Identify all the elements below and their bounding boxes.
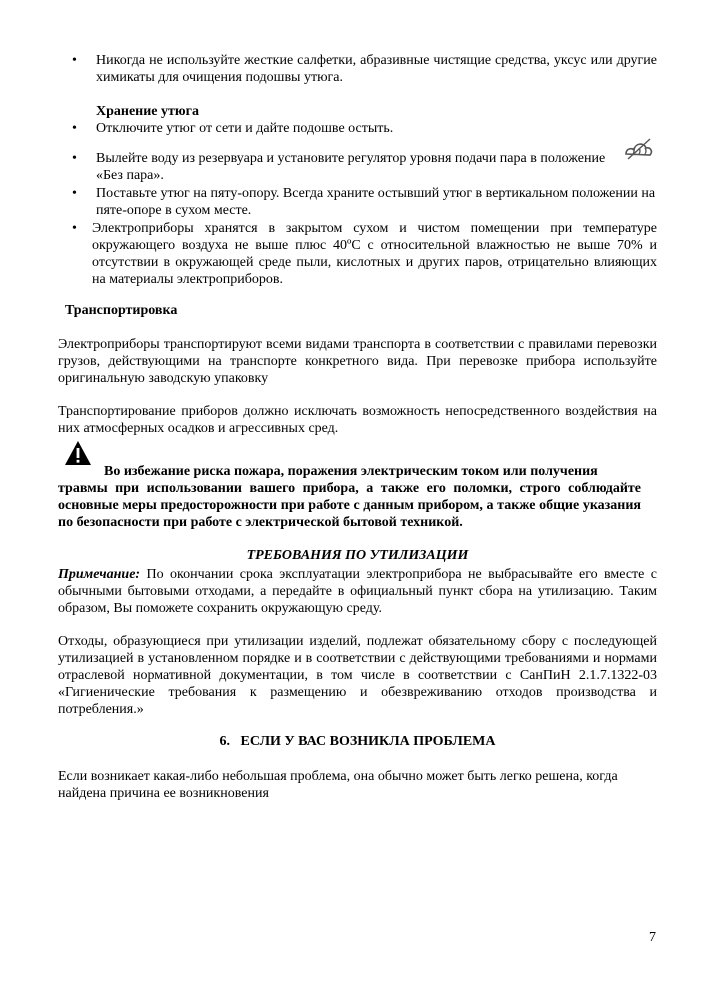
transport-paragraph-2: Транспортирование приборов должно исключать возможность непосредственного воздействия на них атмосферных осадков и агрессивных сред.: [58, 404, 657, 436]
bullet-icon: •: [72, 221, 77, 236]
storage-item-4: Электроприборы хранятся в закрытом сухом и чистом помещении при температуре окружающего воздуха не выше плюс 40ºС с относительной влажностью не выше 70% и отсутствии в окружающей среде пыли, кислотных и других паров, отрицательно влияющих на материалы электроприборов.: [92, 221, 657, 287]
section-6-heading: 6. ЕСЛИ У ВАС ВОЗНИКЛА ПРОБЛЕМА: [219, 734, 496, 749]
storage-heading: Хранение утюга: [96, 104, 199, 119]
storage-item-1: Отключите утюг от сети и дайте подошве остыть.: [96, 121, 394, 136]
note-text: По окончании срока эксплуатации электроприбора не выбрасывайте его вместе с обычными бытовыми отходами, а передайте в официальный пункт сбора на утилизацию. Таким образом, Вы поможете сохранить окружающую среду.: [58, 567, 657, 616]
note-label: Примечание:: [58, 567, 141, 582]
disposal-paragraph: Отходы, образующиеся при утилизации изделий, подлежат обязательному сбору с последующей утилизацией в установленном порядке и в соответствии с действующими требованиями и нормами отраслевой нормативной документации, в том числе в соответствии с СанПиН 2.1.7.1322-03 «Гигиенические требования к размещению и обезвреживанию отходов производства и потребления.»: [58, 634, 657, 717]
disposal-note: [58, 566, 657, 617]
care-bullet-text: Никогда не используйте жесткие салфетки, абразивные чистящие средства, уксус или другие химикаты для очищения подошвы утюга.: [96, 53, 657, 85]
storage-item-3: Поставьте утюг на пяту-опору. Всегда храните остывший утюг в вертикальном положении на пяте-опоре в сухом месте.: [96, 186, 656, 218]
transport-heading: Транспортировка: [65, 303, 178, 318]
bullet-icon: •: [72, 53, 77, 68]
disposal-heading: ТРЕБОВАНИЯ ПО УТИЛИЗАЦИИ: [246, 548, 469, 563]
page-number: 7: [649, 930, 656, 945]
transport-paragraph-1: Электроприборы транспортируют всеми видами транспорта в соответствии с правилами перевозки грузов, действующими на транспорте конкретного вида. При перевозке прибора используйте оригинальную заводскую упаковку: [58, 337, 657, 386]
warning-line-1: Во избежание риска пожара, поражения электрическим током или получения: [104, 464, 598, 479]
bullet-icon: •: [72, 186, 77, 201]
storage-item-2: Вылейте воду из резервуара и установите регулятор уровня подачи пара в положение «Без пара».: [96, 151, 606, 183]
bullet-icon: •: [72, 151, 77, 166]
no-steam-icon: [622, 134, 656, 162]
section-6-paragraph: Если возникает какая-либо небольшая проблема, она обычно может быть легко решена, когда найдена причина ее возникновения: [58, 769, 618, 801]
bullet-icon: •: [72, 121, 77, 136]
warning-text: травмы при использовании вашего прибора, а также его поломки, строго соблюдайте основные меры предосторожности при работе с данным прибором, а также общие указания по безопасности при работе с электрической бытовой техникой.: [58, 481, 641, 530]
warning-triangle-icon: [64, 440, 92, 466]
